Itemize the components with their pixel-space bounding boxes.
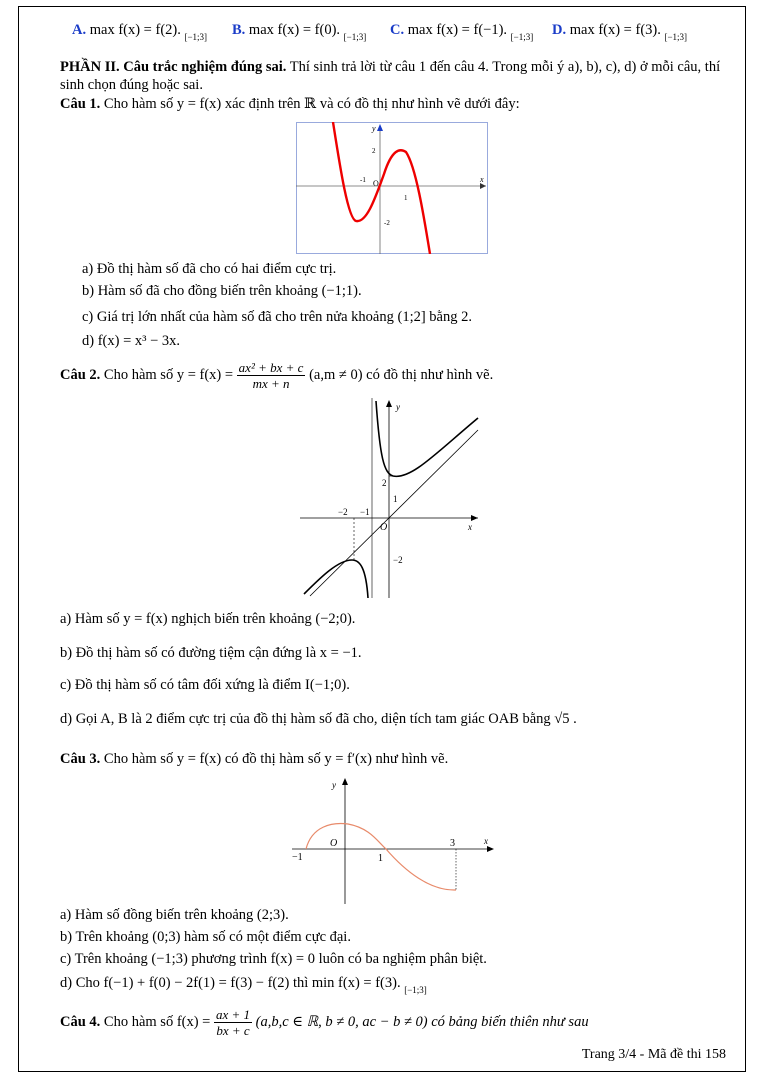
q1-item-a: a) Đồ thị hàm số đã cho có hai điểm cực trị. <box>82 261 337 277</box>
q2-pre: Cho hàm số y = f(x) = <box>103 367 234 383</box>
q3-stem <box>60 750 448 768</box>
option-d-text: max f(x) = f(3). <box>569 22 661 38</box>
option-b-text: max f(x) = f(0). <box>248 22 341 38</box>
q3-text: Cho hàm số y = f(x) có đồ thị hàm số y = f′(x) như hình vẽ. <box>103 751 449 767</box>
q2-item-d: d) Gọi A, B là 2 điểm cực trị của đồ thị hàm số đã cho, diện tích tam giác OAB bằng √5 . <box>60 711 577 727</box>
q2-numerator: ax² + bx + c <box>238 360 304 376</box>
q1-label: Câu 1. <box>60 96 101 112</box>
q1-text: Cho hàm số y = f(x) xác định trên ℝ và có đồ thị như hình vẽ dưới đây: <box>103 96 520 112</box>
q2-post: (a,m ≠ 0) có đồ thị như hình vẽ. <box>309 367 494 383</box>
q2-fraction <box>237 360 306 391</box>
q4-stem <box>60 1004 589 1040</box>
option-b-sub: [−1;3] <box>343 32 367 42</box>
q3-graph <box>290 776 500 906</box>
q2-item-a: a) Hàm số y = f(x) nghịch biến trên khoảng (−2;0). <box>60 611 356 627</box>
q1-item-d: d) f(x) = x³ − 3x. <box>82 333 181 349</box>
q1-graph <box>296 122 488 254</box>
option-c-sub: [−1;3] <box>510 32 534 42</box>
q1-y-label: y <box>372 124 376 133</box>
page-footer: Trang 3/4 - Mã đề thi 158 <box>581 1047 726 1062</box>
q3-item-d-text: d) Cho f(−1) + f(0) − 2f(1) = f(3) − f(2) thì min f(x) = f(3). <box>60 975 401 991</box>
q4-post: (a,b,c ∈ ℝ, b ≠ 0, ac − b ≠ 0) có bảng biến thiên như sau <box>255 1014 589 1030</box>
q3-item-c: c) Trên khoảng (−1;3) phương trình f(x) = 0 luôn có ba nghiệm phân biệt. <box>60 951 487 967</box>
q4-denominator: bx + c <box>216 1023 250 1039</box>
option-c-text: max f(x) = f(−1). <box>407 22 508 38</box>
option-d-letter: D. <box>552 22 567 38</box>
q2-stem <box>60 358 493 392</box>
q3-label: Câu 3. <box>60 751 101 767</box>
option-b <box>232 22 366 42</box>
part2-block <box>60 58 735 94</box>
q1-origin-label: O <box>373 179 379 188</box>
q3-x-label: x <box>484 836 488 846</box>
q2-y-label: y <box>396 402 400 412</box>
q3-min-sub: [−1;3] <box>404 985 427 995</box>
q1-tick-2: 2 <box>372 147 376 155</box>
q3-item-a: a) Hàm số đồng biến trên khoảng (2;3). <box>60 907 289 923</box>
q2-tick-neg1: −1 <box>360 507 370 517</box>
q2-denominator: mx + n <box>252 376 290 392</box>
option-a <box>72 22 207 42</box>
option-b-letter: B. <box>232 22 246 38</box>
q4-fraction <box>214 1007 252 1038</box>
option-a-sub: [−1;3] <box>184 32 208 42</box>
q2-item-c: c) Đồ thị hàm số có tâm đối xứng là điểm I(−1;0). <box>60 677 350 693</box>
q2-label: Câu 2. <box>60 367 101 383</box>
q2-x-label: x <box>468 522 472 532</box>
q3-origin-label: O <box>330 838 338 849</box>
q2-tick-neg2: −2 <box>338 507 348 517</box>
q3-item-b: b) Trên khoảng (0;3) hàm số có một điểm cực đại. <box>60 929 351 945</box>
q2-graph <box>296 398 486 598</box>
q1-tick-neg2: -2 <box>384 219 390 227</box>
q1-x-label: x <box>480 175 484 184</box>
q2-tick-neg2-y: −2 <box>393 555 403 565</box>
q2-tick-1: 1 <box>393 494 398 504</box>
q2-item-b: b) Đồ thị hàm số có đường tiệm cận đứng là x = −1. <box>60 645 362 661</box>
q2-origin-label: O <box>380 522 388 533</box>
q1-tick-neg1: -1 <box>360 176 366 184</box>
option-d <box>552 22 687 42</box>
q3-tick-1: 1 <box>378 853 383 864</box>
q1-tick-1: 1 <box>404 194 408 202</box>
option-d-sub: [−1;3] <box>664 32 688 42</box>
q4-label: Câu 4. <box>60 1014 101 1030</box>
part2-instruction: Thí sinh trả lời từ câu 1 đến câu 4. Trong mỗi ý a), b), c), d) ở mỗi câu, thí sinh chọn đúng hoặc sai. <box>60 59 721 93</box>
option-a-text: max f(x) = f(2). <box>89 22 181 38</box>
q3-item-d <box>60 974 427 999</box>
q3-tick-3: 3 <box>450 838 455 849</box>
option-c-letter: C. <box>390 22 405 38</box>
option-a-letter: A. <box>72 22 87 38</box>
q4-numerator: ax + 1 <box>216 1007 251 1023</box>
option-c <box>390 22 533 42</box>
part2-heading: PHẦN II. Câu trắc nghiệm đúng sai. <box>60 59 287 75</box>
q4-pre: Cho hàm số f(x) = <box>103 1014 211 1030</box>
q3-y-label: y <box>332 780 336 790</box>
q1-stem <box>60 95 520 113</box>
q2-tick-2: 2 <box>382 478 387 488</box>
q3-tick-neg1: −1 <box>292 852 303 863</box>
q1-item-b: b) Hàm số đã cho đồng biến trên khoảng (−1;1). <box>82 283 362 299</box>
q1-item-c: c) Giá trị lớn nhất của hàm số đã cho trên nửa khoảng (1;2] bằng 2. <box>82 309 472 325</box>
